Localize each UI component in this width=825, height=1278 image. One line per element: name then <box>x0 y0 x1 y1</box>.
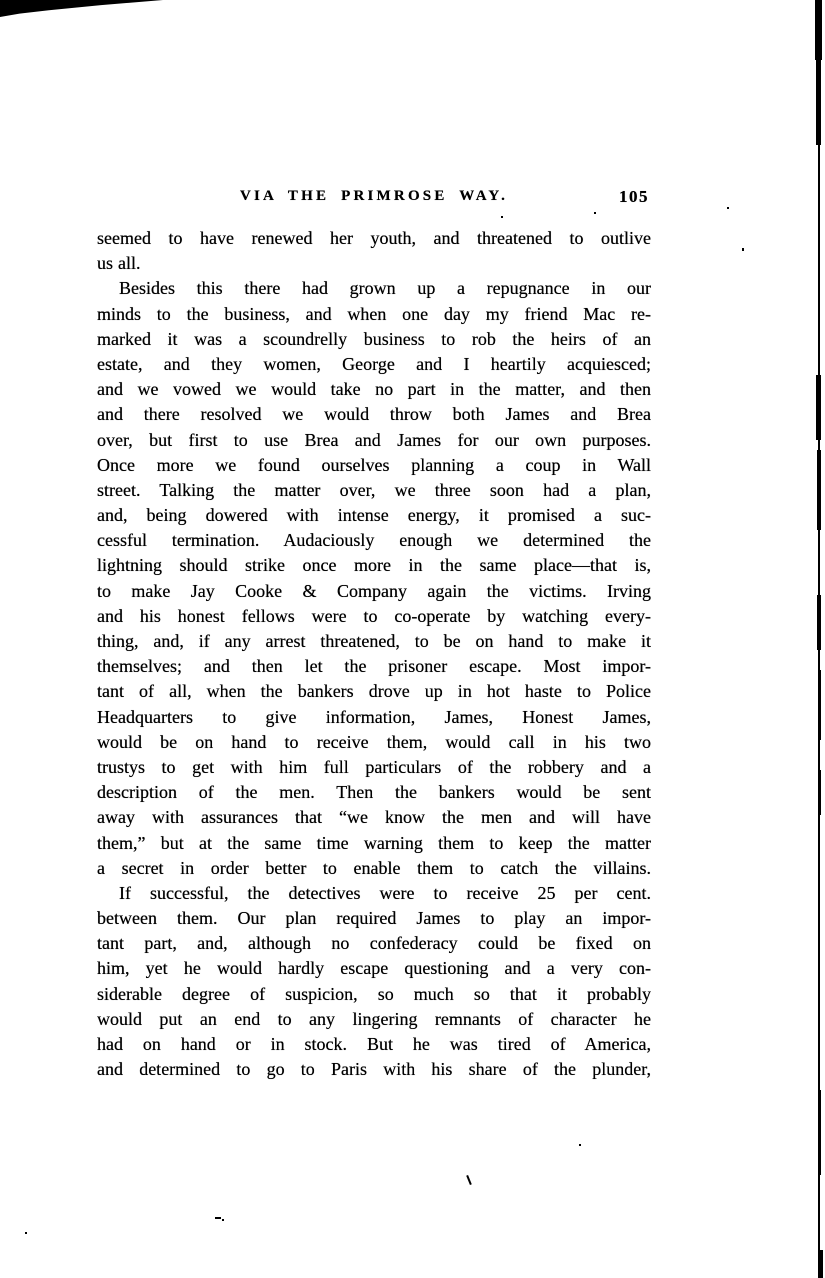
text-line: cessful termination. Audaciously enough we determined the <box>97 530 651 551</box>
text-line: description of the men. Then the bankers would be sent <box>97 782 651 803</box>
text-line: to make Jay Cooke & Company again the victims. Irving <box>97 580 651 601</box>
text-line: had on hand or in stock. But he was tired of America, <box>97 1034 651 1054</box>
text-line: minds to the business, and when one day my friend Mac re- <box>97 303 651 324</box>
text-line: him, yet he would hardly escape questioning and a very con- <box>97 958 651 979</box>
running-title: VIA THE PRIMROSE WAY. <box>239 188 509 204</box>
text-line: trustys to get with him full particulars of the robbery and a <box>97 756 651 777</box>
text-line: between them. Our plan required James to play an impor- <box>97 908 651 929</box>
text-line: us all. <box>97 253 141 274</box>
text-line: a secret in order better to enable them to catch the villains. <box>97 857 651 878</box>
text-line: If successful, the detectives were to receive 25 per cent. <box>119 882 651 903</box>
paragraph <box>97 881 651 1083</box>
text-line: and his honest fellows were to co-operate by watching every- <box>97 605 651 626</box>
text-line: over, but first to use Brea and James for our own purposes. <box>97 429 651 450</box>
paragraph <box>97 276 651 881</box>
page-number: 105 <box>619 187 649 206</box>
text-line: Headquarters to give information, James, Honest James, <box>97 706 651 727</box>
text-line: and determined to go to Paris with his share of the plunder, <box>97 1059 651 1080</box>
text-line: thing, and, if any arrest threatened, to be on hand to make it <box>97 631 651 651</box>
text-line: tant of all, when the bankers drove up in hot haste to Police <box>97 681 651 702</box>
text-line: themselves; and then let the prisoner escape. Most impor- <box>97 656 651 677</box>
text-line: marked it was a scoundrelly business to rob the heirs of an <box>97 328 651 349</box>
running-head <box>97 188 651 208</box>
page-body <box>97 226 651 1082</box>
text-line: siderable degree of suspicion, so much so that it probably <box>97 983 651 1004</box>
text-line: and there resolved we would throw both James and Brea <box>97 404 651 425</box>
text-line: and we vowed we would take no part in the matter, and then <box>97 379 651 400</box>
scan-corner-wedge <box>0 0 163 17</box>
text-line: seemed to have renewed her youth, and threatened to outlive <box>97 228 651 248</box>
text-line: Besides this there had grown up a repugnance in our <box>119 278 651 299</box>
text-line: away with assurances that “we know the men and will have <box>97 807 651 828</box>
text-line: and, being dowered with intense energy, it promised a suc- <box>97 505 651 526</box>
text-line: would put an end to any lingering remnants of character he <box>97 1008 651 1029</box>
text-line: street. Talking the matter over, we three soon had a plan, <box>97 479 651 500</box>
paragraph <box>97 226 651 276</box>
text-line: tant part, and, although no confederacy could be fixed on <box>97 933 651 954</box>
text-line: would be on hand to receive them, would call in his two <box>97 731 651 752</box>
text-line: Once more we found ourselves planning a coup in Wall <box>97 454 651 475</box>
text-line: them,” but at the same time warning them to keep the matter <box>97 832 651 853</box>
text-line: lightning should strike once more in the same place—that is, <box>97 555 651 576</box>
text-line: estate, and they women, George and I heartily acquiesced; <box>97 353 651 374</box>
